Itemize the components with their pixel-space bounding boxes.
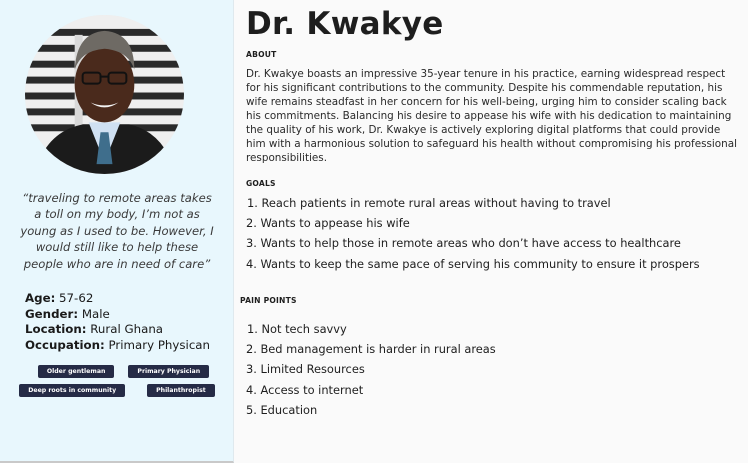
goal-item: 4. Wants to keep the same pace of serving his community to ensure it prospers [246, 256, 700, 271]
pain-point-item: 4. Access to internet [246, 382, 364, 397]
about-text: Dr. Kwakye boasts an impressive 35-year tenure in his practice, earning widespread respect for his significant contributions to the community. Despite his commendable reputation, his wife remains steadfast in her concern for his well-being, urging him to consider scaling back his commitments. Balancing his desire to appease his wife with his dedication to maintaining the quality of his work, Dr. Kwakye is actively exploring digital platforms that could provide him with a harmonious solution to safeguard his health without compromising his professional responsibilities. [246, 68, 737, 164]
goals-heading: GOALS [246, 179, 276, 188]
age-label: Age: [25, 291, 56, 305]
pain-point-item: 5. Education [246, 402, 318, 417]
occupation-value: Primary Physican [104, 337, 211, 352]
tag-philanthropist: Philanthropist [147, 384, 215, 397]
demographic-location [25, 322, 230, 338]
occupation-label: Occupation: [25, 337, 105, 352]
demographic-gender [25, 307, 230, 323]
goal-item: 1. Reach patients in remote rural areas without having to travel [247, 196, 611, 210]
age-value: 57-62 [55, 291, 94, 305]
pain-point-item: 3. Limited Resources [246, 362, 365, 377]
persona-name: Dr. Kwakye [246, 6, 444, 42]
tag-row [0, 365, 234, 378]
about-heading: ABOUT [246, 50, 277, 59]
tag-deep-roots: Deep roots in community [19, 384, 125, 397]
goals-list [246, 193, 700, 274]
person-portrait-icon [25, 15, 184, 174]
gender-value: Male [78, 306, 110, 321]
pain-point-item: 1. Not tech savvy [247, 322, 347, 336]
goal-item: 2. Wants to appease his wife [246, 216, 410, 231]
demographic-occupation [25, 338, 230, 354]
avatar [25, 15, 184, 174]
pain-point-item: 2. Bed management is harder in rural areas [246, 342, 496, 357]
persona-sidebar [0, 0, 234, 463]
tag-primary-physician: Primary Physician [128, 365, 209, 378]
demographics [25, 291, 230, 353]
goal-item: 3. Wants to help those in remote areas who don’t have access to healthcare [246, 236, 681, 251]
pain-points-list [246, 319, 496, 420]
demographic-age [25, 291, 230, 307]
tag-older-gentleman: Older gentleman [38, 365, 115, 378]
tag-row [0, 384, 234, 397]
persona-tags [0, 365, 234, 403]
location-value: Rural Ghana [86, 322, 164, 336]
location-label: Location: [25, 322, 87, 336]
pain-points-heading: PAIN POINTS [240, 296, 297, 305]
gender-label: Gender: [25, 306, 79, 321]
persona-quote: “traveling to remote areas takes a toll on my body, I’m not as young as I used to be. However, I would still like to help these people who are in need of care” [20, 191, 214, 271]
